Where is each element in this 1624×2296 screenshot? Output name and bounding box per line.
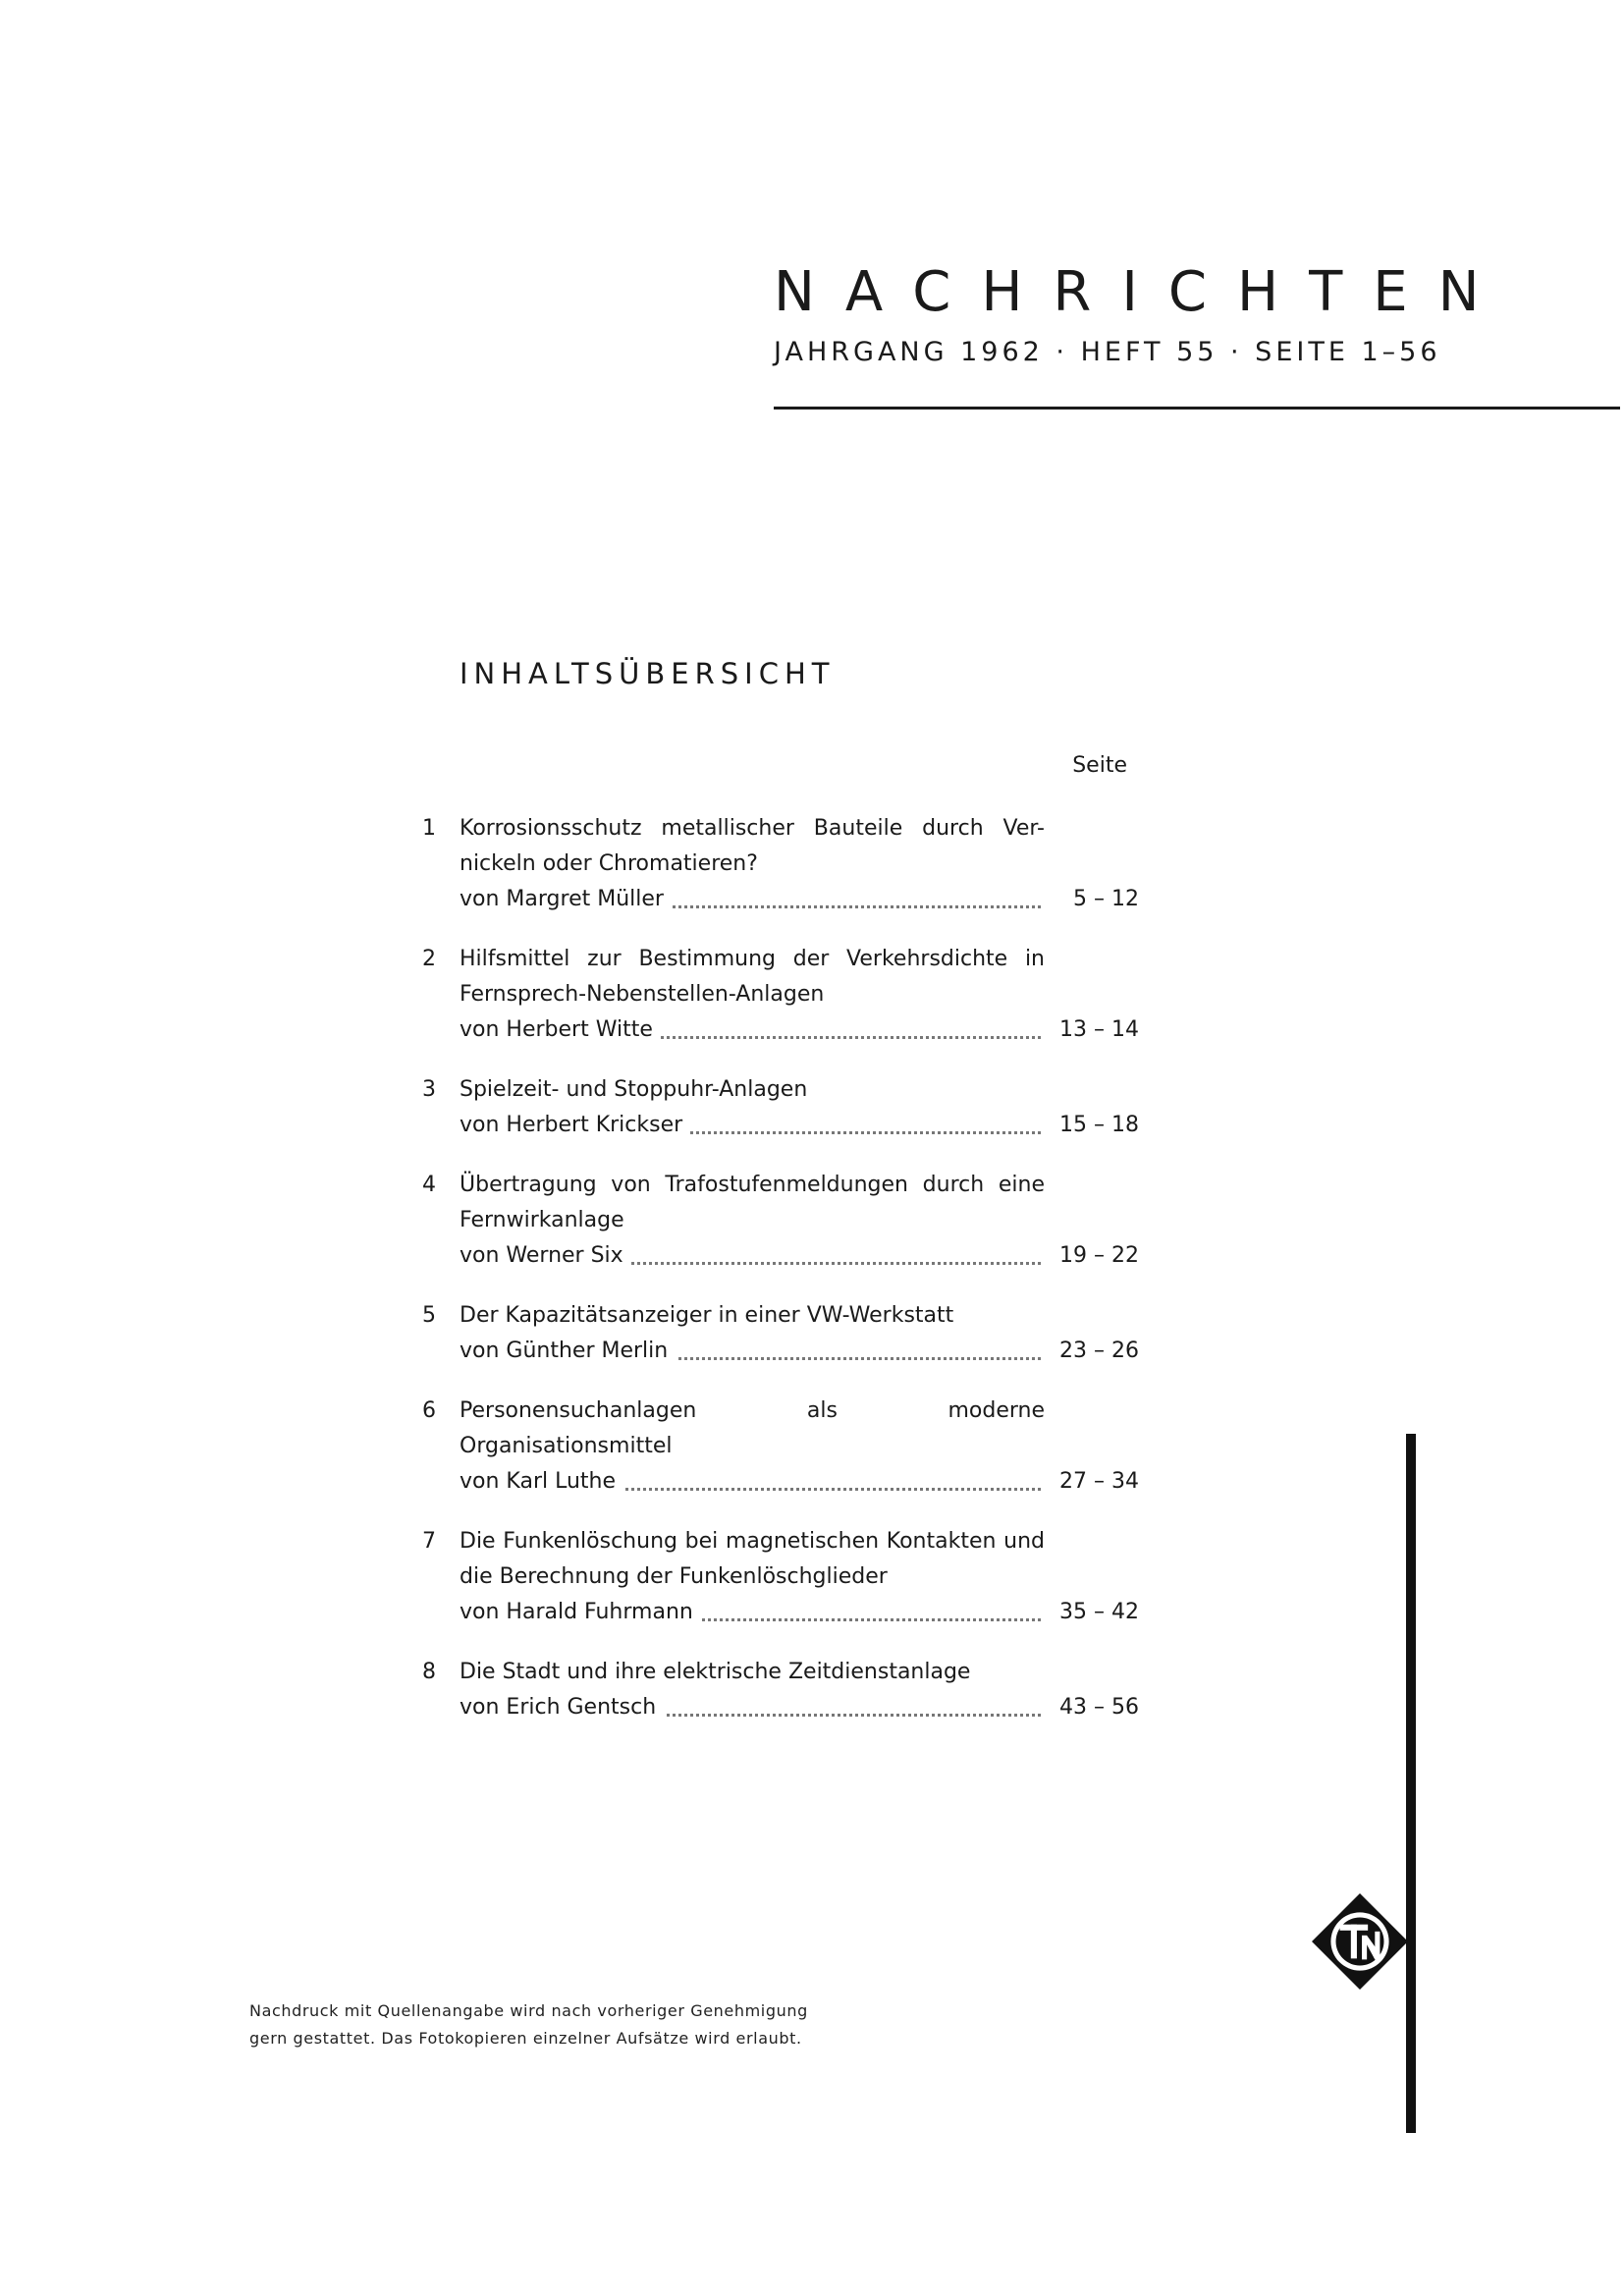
toc-entry-title-line: Übertragung von Trafostufenmeldungen durch eine <box>460 1173 1045 1197</box>
toc-entry-author: von Erich Gentsch <box>460 1690 664 1725</box>
toc-entry-number: 4 <box>422 1173 436 1197</box>
toc-entry-number: 1 <box>422 816 436 841</box>
toc-entry-pages: 15 – 18 <box>1059 1113 1139 1137</box>
toc-entry-author-row <box>460 1690 1139 1725</box>
masthead-rule <box>774 407 1620 410</box>
tn-diamond-logo-icon <box>1310 1891 1410 1992</box>
toc-entry-author: von Herbert Krickser <box>460 1108 690 1143</box>
toc-entry-number: 3 <box>422 1077 436 1102</box>
toc-entry-pages: 13 – 14 <box>1059 1017 1139 1042</box>
decorative-side-bar <box>1406 1434 1416 2133</box>
toc-entry-title-line: Die Stadt und ihre elektrische Zeitdienstanlage <box>460 1660 971 1684</box>
toc-entry-author-row <box>460 1595 1139 1630</box>
toc-entry-title <box>460 811 1045 882</box>
toc-entry-title-line: Personensuchanlagen als moderne <box>460 1398 1045 1423</box>
toc-entry-title-line: Organisationsmittel <box>460 1434 673 1458</box>
toc-entry-pages: 43 – 56 <box>1059 1695 1139 1720</box>
toc-entry-author-row <box>460 1334 1139 1369</box>
toc-entry-number: 8 <box>422 1660 436 1684</box>
toc-entry-title <box>460 1168 1045 1238</box>
footer-line: Nachdruck mit Quellenangabe wird nach vorheriger Genehmigung <box>249 2001 808 2020</box>
toc-entry-author: von Margret Müller <box>460 882 672 917</box>
page-column-label: Seite <box>1072 753 1127 778</box>
toc-entry-pages: 27 – 34 <box>1059 1469 1139 1494</box>
toc-entry-author: von Herbert Witte <box>460 1012 661 1048</box>
toc-entry-author-row <box>460 1238 1139 1274</box>
toc-entry-title-line: Fernwirkanlage <box>460 1208 624 1232</box>
toc-entry-author: von Harald Fuhrmann <box>460 1595 701 1630</box>
masthead-title: NACHRICHTEN <box>774 260 1510 324</box>
toc-entry-title <box>460 1655 1045 1690</box>
toc-entry-title-line: Hilfsmittel zur Bestimmung der Verkehrsdichte in <box>460 947 1045 971</box>
toc-entry-title <box>460 942 1045 1012</box>
toc-entry-title-line: Fernsprech-Nebenstellen-Anlagen <box>460 982 825 1007</box>
toc-entry-author: von Günther Merlin <box>460 1334 676 1369</box>
toc-entry-pages: 35 – 42 <box>1059 1600 1139 1624</box>
toc-entry-title-line: Spielzeit- und Stoppuhr-Anlagen <box>460 1077 808 1102</box>
toc-entry-author: von Karl Luthe <box>460 1464 623 1500</box>
toc-entry-number: 7 <box>422 1529 436 1554</box>
toc-entry-pages: 5 – 12 <box>1073 887 1139 911</box>
toc-entry-number: 2 <box>422 947 436 971</box>
toc-entry-author: von Werner Six <box>460 1238 631 1274</box>
toc-entry-pages: 23 – 26 <box>1059 1339 1139 1363</box>
toc-entry-author-row <box>460 1108 1139 1143</box>
toc-entry-title <box>460 1394 1045 1464</box>
toc-entry-title <box>460 1072 1045 1108</box>
footer-line: gern gestattet. Das Fotokopieren einzelner Aufsätze wird erlaubt. <box>249 2029 802 2048</box>
toc-entry-title <box>460 1524 1045 1595</box>
toc-entry-pages: 19 – 22 <box>1059 1243 1139 1268</box>
toc-entry-title-line: nickeln oder Chromatieren? <box>460 851 758 876</box>
toc-entry-title-line: Die Funkenlöschung bei magnetischen Kontakten und <box>460 1529 1045 1554</box>
toc-heading: INHALTSÜBERSICHT <box>460 657 836 690</box>
toc-entry-title-line: die Berechnung der Funkenlöschglieder <box>460 1564 888 1589</box>
toc-entry-author-row <box>460 1464 1139 1500</box>
toc-entry-title-line: Korrosionsschutz metallischer Bauteile durch Ver- <box>460 816 1045 841</box>
toc-entry-number: 6 <box>422 1398 436 1423</box>
footer-note <box>249 1997 878 2052</box>
toc-entry-author-row <box>460 882 1139 917</box>
toc-entry-number: 5 <box>422 1303 436 1328</box>
toc-entry-author-row <box>460 1012 1139 1048</box>
masthead-subtitle: JAHRGANG 1962 · HEFT 55 · SEITE 1–56 <box>774 337 1441 367</box>
toc-entry-title <box>460 1298 1045 1334</box>
toc-entry-title-line: Der Kapazitätsanzeiger in einer VW-Werkstatt <box>460 1303 954 1328</box>
